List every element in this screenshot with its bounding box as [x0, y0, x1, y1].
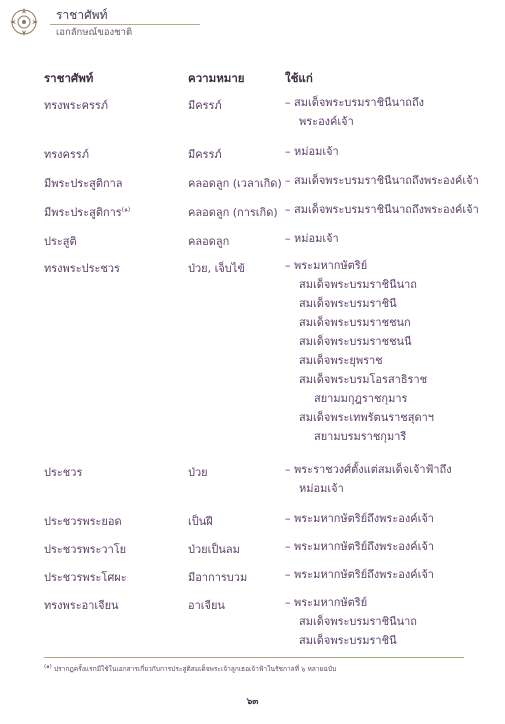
usage-line: – สมเด็จพระบรมราชินีนาถถึง: [285, 96, 424, 109]
meaning-cell: ป่วยเป็นลม: [188, 543, 240, 556]
usage-line: – สมเด็จพระบรมราชินีนาถถึงพระองค์เจ้า: [285, 174, 479, 187]
meaning-cell: คลอดลูก (การเกิด): [188, 206, 278, 219]
usage-line: – พระมหากษัตริย์ถึงพระองค์เจ้า: [285, 512, 434, 525]
header-title: ราชาศัพท์: [56, 8, 108, 22]
footnote-ref: (๑): [121, 206, 131, 214]
meaning-cell: ป่วย, เจ็บไข้: [188, 262, 245, 275]
usage-cell: [285, 540, 434, 559]
usage-line: – พระมหากษัตริย์ถึงพระองค์เจ้า: [285, 568, 434, 581]
page-number: ๖๓: [246, 697, 259, 707]
usage-cell: [285, 203, 479, 222]
term-cell: [44, 203, 130, 221]
usage-cell: [285, 232, 339, 251]
footnote: [44, 663, 336, 674]
usage-line: สมเด็จพระบรมราชินีนาถ: [299, 278, 417, 291]
footnote-mark: (๑): [44, 664, 52, 670]
meaning-cell: เป็นฝี: [188, 515, 213, 528]
meaning-cell: คลอดลูก (เวลาเกิด): [188, 177, 282, 190]
usage-line: – หม่อมเจ้า: [285, 232, 339, 245]
header-subtitle: เอกลักษณ์ของชาติ: [56, 27, 133, 38]
emblem-icon: [8, 6, 40, 38]
usage-line: หม่อมเจ้า: [299, 482, 344, 495]
meaning-cell: อาเจียน: [188, 599, 225, 612]
meaning-cell: มีครรภ์: [188, 148, 222, 161]
usage-line: พระองค์เจ้า: [299, 115, 354, 128]
meaning-cell: มีอาการบวม: [188, 571, 248, 584]
usage-cell: [285, 96, 424, 134]
usage-line: – พระราชวงศ์ตั้งแต่สมเด็จเจ้าฟ้าถึง: [285, 463, 452, 476]
term-cell: มีพระประสูติกาล: [44, 177, 123, 190]
usage-line: สยามบรมราชกุมารี: [314, 430, 407, 443]
column-header-meaning: ความหมาย: [188, 71, 245, 85]
usage-cell: [285, 596, 417, 653]
usage-line: สมเด็จพระบรมโอรสาธิราช: [299, 373, 428, 386]
footnote-divider: [44, 657, 464, 658]
meaning-cell: มีครรภ์: [188, 99, 222, 112]
usage-line: สมเด็จพระบรมราชชนนี: [299, 335, 412, 348]
usage-line: สมเด็จพระบรมราชินี: [299, 297, 397, 310]
term-cell: ประชวร: [44, 466, 83, 479]
meaning-cell: ป่วย: [188, 466, 208, 479]
usage-line: สมเด็จพระเทพรัตนราชสุดาฯ: [299, 411, 434, 424]
term-cell: ประชวรพระโศผะ: [44, 571, 127, 584]
usage-cell: [285, 568, 434, 587]
usage-line: สยามมกุฎราชกุมาร: [314, 392, 408, 405]
usage-line: – หม่อมเจ้า: [285, 145, 339, 158]
term-cell: ประสูติ: [44, 235, 77, 248]
usage-line: สมเด็จพระบรมราชินี: [299, 634, 397, 647]
usage-line: – พระมหากษัตริย์: [285, 596, 368, 609]
footnote-text: ปรากฏครั้งแรกมีใช้ในเอกสารเกี่ยวกับการประสูติสมเด็จพระเจ้าลูกเธอเจ้าฟ้าในรัชกาลที่ ๖ หลายฉบับ: [53, 665, 337, 674]
usage-line: – สมเด็จพระบรมราชินีนาถถึงพระองค์เจ้า: [285, 203, 479, 216]
term-cell: ประชวรพระวาโย: [44, 543, 127, 556]
usage-line: – พระมหากษัตริย์: [285, 259, 368, 272]
term-cell: ทรงพระประชวร: [44, 262, 120, 275]
term-cell: ทรงครรภ์: [44, 148, 89, 161]
usage-line: สมเด็จพระบรมราชชนก: [299, 316, 411, 329]
usage-cell: [285, 174, 479, 193]
usage-cell: [285, 512, 434, 531]
column-header-term: ราชาศัพท์: [44, 71, 94, 85]
usage-cell: [285, 463, 452, 501]
usage-cell: [285, 145, 339, 164]
meaning-cell: คลอดลูก: [188, 235, 230, 248]
usage-line: สมเด็จพระยุพราช: [299, 354, 383, 367]
term-cell: ประชวรพระยอด: [44, 515, 122, 528]
term-cell: ทรงพระครรภ์: [44, 99, 109, 112]
usage-line: – พระมหากษัตริย์ถึงพระองค์เจ้า: [285, 540, 434, 553]
term-text: มีพระประสูติการ: [44, 206, 122, 219]
column-header-usage: ใช้แก่: [285, 71, 313, 85]
usage-line: สมเด็จพระบรมราชินีนาถ: [299, 615, 417, 628]
usage-cell: [285, 259, 434, 449]
term-cell: ทรงพระอาเจียน: [44, 599, 119, 612]
